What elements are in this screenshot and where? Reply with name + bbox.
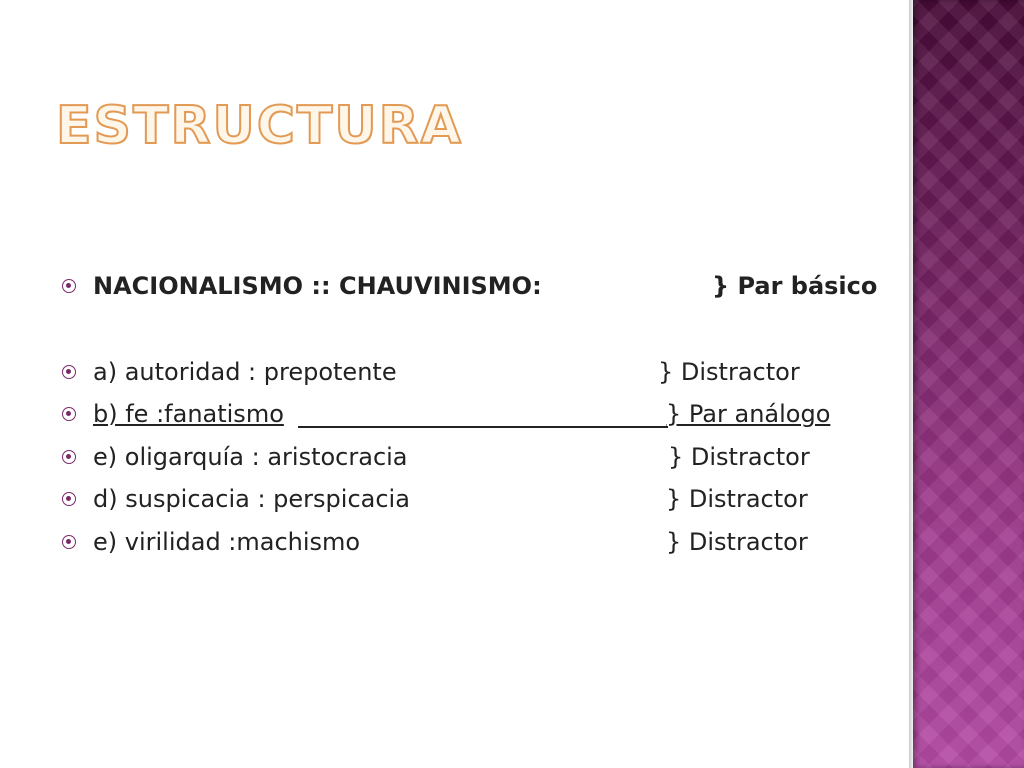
bullet-icon — [62, 407, 76, 421]
slide-title: ESTRUCTURA — [56, 96, 463, 156]
item-tag: } Distractor — [666, 485, 808, 513]
item-text: d) suspicacia : perspicacia — [93, 485, 410, 513]
item-tag: } Distractor — [666, 528, 808, 556]
list-item — [62, 439, 862, 475]
bullet-icon — [62, 492, 76, 506]
list-item — [62, 354, 862, 390]
underline-gap — [298, 426, 668, 428]
item-tag: } Par básico — [712, 272, 878, 300]
bullet-icon — [62, 279, 76, 293]
list-item — [62, 268, 878, 304]
item-tag: } Distractor — [658, 358, 800, 386]
decorative-side-band — [913, 0, 1024, 768]
item-tag: } Par análogo — [666, 400, 831, 428]
item-text: e) virilidad :machismo — [93, 528, 361, 556]
item-tag: } Distractor — [668, 443, 810, 471]
list-item — [62, 396, 862, 432]
item-text: b) fe :fanatismo — [93, 400, 284, 428]
list-item — [62, 481, 862, 517]
item-text: a) autoridad : prepotente — [93, 358, 397, 386]
bullet-icon — [62, 450, 76, 464]
bullet-icon — [62, 535, 76, 549]
list-item — [62, 524, 862, 560]
bullet-icon — [62, 365, 76, 379]
item-text: NACIONALISMO :: CHAUVINISMO: — [93, 272, 542, 300]
item-text: e) oligarquía : aristocracia — [93, 443, 408, 471]
